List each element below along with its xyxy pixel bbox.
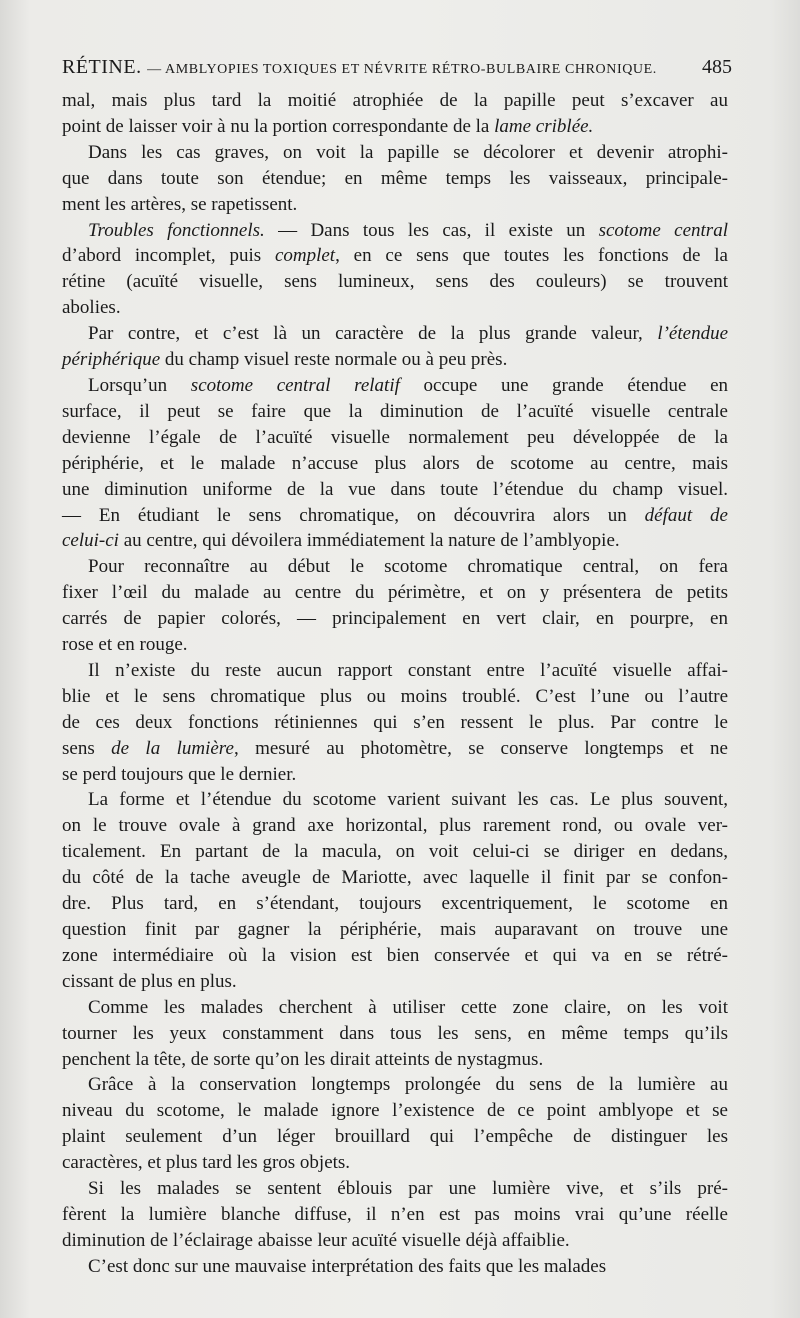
text-line	[62, 295, 728, 321]
text-run: périphérie, et le malade n’accuse plus alors de scotome au centre, mais	[62, 452, 728, 474]
text-run: se perd toujours que le dernier.	[62, 763, 297, 785]
text-run: une diminution uniforme de la vue dans toute l’étendue du champ visuel.	[62, 478, 728, 500]
text-line	[62, 1202, 728, 1228]
paragraph	[62, 1072, 728, 1176]
italic-run: défaut de	[644, 504, 728, 526]
text-run: — En étudiant le sens chromatique, on découvrira alors un	[62, 504, 645, 526]
running-title	[62, 56, 657, 79]
text-run: devienne l’égale de l’acuïté visuelle normalement peu développée de la	[62, 426, 728, 448]
text-run: de ces deux fonctions rétiniennes qui s’en ressent le plus. Par contre le	[62, 711, 728, 733]
text-run: penchent la tête, de sorte qu’on les dirait atteints de nystagmus.	[62, 1048, 544, 1070]
italic-run: complet	[274, 245, 336, 267]
text-run: La forme et l’étendue du scotome varient suivant les cas. Le plus souvent,	[88, 789, 728, 811]
text-run: Si les malades se sentent éblouis par une lumière vive, et s’ils pré-	[88, 1178, 728, 1200]
text-line	[62, 1021, 728, 1047]
page-number: 485	[702, 56, 732, 78]
text-line	[62, 503, 728, 529]
text-line	[62, 1098, 728, 1124]
text-run: Il n’existe du reste aucun rapport constant entre l’acuïté visuelle affai-	[88, 659, 728, 681]
paragraph	[62, 554, 728, 658]
text-line	[62, 166, 728, 192]
italic-run: lame criblée.	[494, 115, 594, 137]
paragraph	[62, 658, 728, 788]
paragraph	[62, 88, 728, 140]
italic-run: scotome central	[598, 219, 728, 241]
paragraph	[62, 140, 728, 218]
text-run: blie et le sens chromatique plus ou moins troublé. C’est l’une ou l’autre	[62, 685, 728, 707]
text-line	[62, 218, 728, 244]
text-run: Lorsqu’un	[88, 374, 191, 396]
italic-run: de la lumière	[111, 737, 234, 759]
text-line	[62, 1176, 728, 1202]
text-line	[62, 865, 728, 891]
text-line	[62, 995, 728, 1021]
text-run: — Dans tous les cas, il existe un	[264, 219, 599, 241]
text-run: du côté de la tache aveugle de Mariotte, avec laquelle il finit par se confon-	[62, 867, 728, 889]
paragraph	[62, 373, 728, 554]
text-line	[62, 632, 728, 658]
text-line	[62, 710, 728, 736]
running-header	[62, 56, 732, 86]
text-run: Grâce à la conservation longtemps prolongée du sens de la lumière au	[88, 1074, 728, 1096]
text-line	[62, 321, 728, 347]
text-run: dre. Plus tard, en s’étendant, toujours excentriquement, le scotome en	[62, 893, 728, 915]
text-line	[62, 969, 728, 995]
text-line	[62, 787, 728, 813]
body-text	[62, 88, 728, 1280]
text-run: Par contre, et c’est là un caractère de la plus grande valeur,	[88, 323, 658, 345]
text-run: point de laisser voir à nu la portion correspondante de la	[62, 115, 495, 137]
text-line	[62, 140, 728, 166]
running-title-main: RÉTINE.	[62, 56, 142, 78]
text-run: Pour reconnaître au début le scotome chromatique central, on fera	[88, 556, 728, 578]
text-line	[62, 399, 728, 425]
text-run: tourner les yeux constamment dans tous les sens, en même temps qu’ils	[62, 1022, 728, 1044]
paragraph	[62, 218, 728, 322]
text-line	[62, 243, 728, 269]
text-line	[62, 658, 728, 684]
text-run: surface, il peut se faire que la diminution de l’acuïté visuelle centrale	[62, 400, 728, 422]
text-run: Dans les cas graves, on voit la papille se décolorer et devenir atrophi-	[88, 141, 728, 163]
text-run: on le trouve ovale à grand axe horizontal, plus rarement rond, ou ovale ver-	[62, 815, 728, 837]
text-line	[62, 114, 728, 140]
text-line	[62, 606, 728, 632]
text-run: zone intermédiaire où la vision est bien conservée et qui va en se rétré-	[62, 944, 728, 966]
text-line	[62, 891, 728, 917]
italic-run: scotome central relatif	[190, 374, 400, 396]
text-line	[62, 451, 728, 477]
text-run: occupe une grande étendue en	[399, 374, 729, 396]
text-run: d’abord incomplet, puis	[62, 245, 275, 267]
text-line	[62, 425, 728, 451]
text-run: carrés de papier colorés, — principalement en vert clair, en pourpre, en	[62, 608, 728, 630]
text-line	[62, 269, 728, 295]
italic-run: l’étendue	[657, 323, 728, 345]
running-title-rest: — AMBLYOPIES TOXIQUES ET NÉVRITE RÉTRO-BULBAIRE CHRONIQUE.	[147, 62, 657, 77]
text-run: rose et en rouge.	[62, 634, 188, 656]
text-line	[62, 192, 728, 218]
text-line	[62, 813, 728, 839]
text-line	[62, 839, 728, 865]
text-run: au centre, qui dévoilera immédiatement la nature de l’amblyopie.	[118, 530, 620, 552]
text-line	[62, 1047, 728, 1073]
text-run: ment les artères, se rapetissent.	[62, 193, 298, 215]
text-line	[62, 1072, 728, 1098]
text-line	[62, 1150, 728, 1176]
paragraph	[62, 1254, 728, 1280]
text-run: C’est donc sur une mauvaise interprétation des faits que les malades	[88, 1255, 607, 1277]
text-run: sens	[62, 737, 112, 759]
italic-run: périphérique	[62, 349, 161, 371]
text-line	[62, 1254, 728, 1280]
paragraph	[62, 1176, 728, 1254]
text-run: niveau du scotome, le malade ignore l’existence de ce point amblyope et se	[62, 1100, 728, 1122]
text-line	[62, 1228, 728, 1254]
text-line	[62, 347, 728, 373]
text-run: rétine (acuïté visuelle, sens lumineux, sens des couleurs) se trouvent	[62, 271, 728, 293]
text-run: caractères, et plus tard les gros objets.	[62, 1152, 351, 1174]
text-run: fixer l’œil du malade au centre du périmètre, et on y présentera de petits	[62, 582, 728, 604]
text-line	[62, 762, 728, 788]
text-line	[62, 684, 728, 710]
text-line	[62, 528, 728, 554]
text-run: , en ce sens que toutes les fonctions de la	[335, 245, 728, 267]
text-run: fèrent la lumière blanche diffuse, il n’en est pas moins vrai qu’une réelle	[62, 1203, 728, 1225]
text-run: abolies.	[62, 297, 121, 319]
paragraph	[62, 995, 728, 1073]
paragraph	[62, 787, 728, 994]
text-run: mal, mais plus tard la moitié atrophiée de la papille peut s’excaver au	[62, 90, 728, 111]
text-run: du champ visuel reste normale ou à peu près.	[160, 349, 508, 371]
text-run: ticalement. En partant de la macula, on voit celui-ci se diriger en dedans,	[62, 841, 728, 863]
text-run: question finit par gagner la périphérie, mais auparavant on trouve une	[62, 919, 728, 940]
text-run: cissant de plus en plus.	[62, 970, 237, 992]
text-run: Comme les malades cherchent à utiliser cette zone claire, on les voit	[88, 996, 728, 1018]
text-run: , mesuré au photomètre, se conserve longtemps et ne	[233, 737, 728, 759]
text-run: que dans toute son étendue; en même temps les vaisseaux, principale-	[62, 167, 728, 189]
text-run: diminution de l’éclairage abaisse leur acuïté visuelle déjà affaiblie.	[62, 1229, 570, 1251]
text-line	[62, 88, 728, 114]
text-line	[62, 477, 728, 503]
paragraph	[62, 321, 728, 373]
text-line	[62, 554, 728, 580]
text-line	[62, 917, 728, 943]
italic-run: Troubles fonctionnels.	[88, 219, 265, 241]
italic-run: celui-ci	[62, 530, 119, 552]
text-run: plaint seulement d’un léger brouillard qui l’empêche de distinguer les	[62, 1126, 728, 1148]
text-line	[62, 373, 728, 399]
text-line	[62, 736, 728, 762]
text-line	[62, 580, 728, 606]
text-line	[62, 1124, 728, 1150]
text-line	[62, 943, 728, 969]
